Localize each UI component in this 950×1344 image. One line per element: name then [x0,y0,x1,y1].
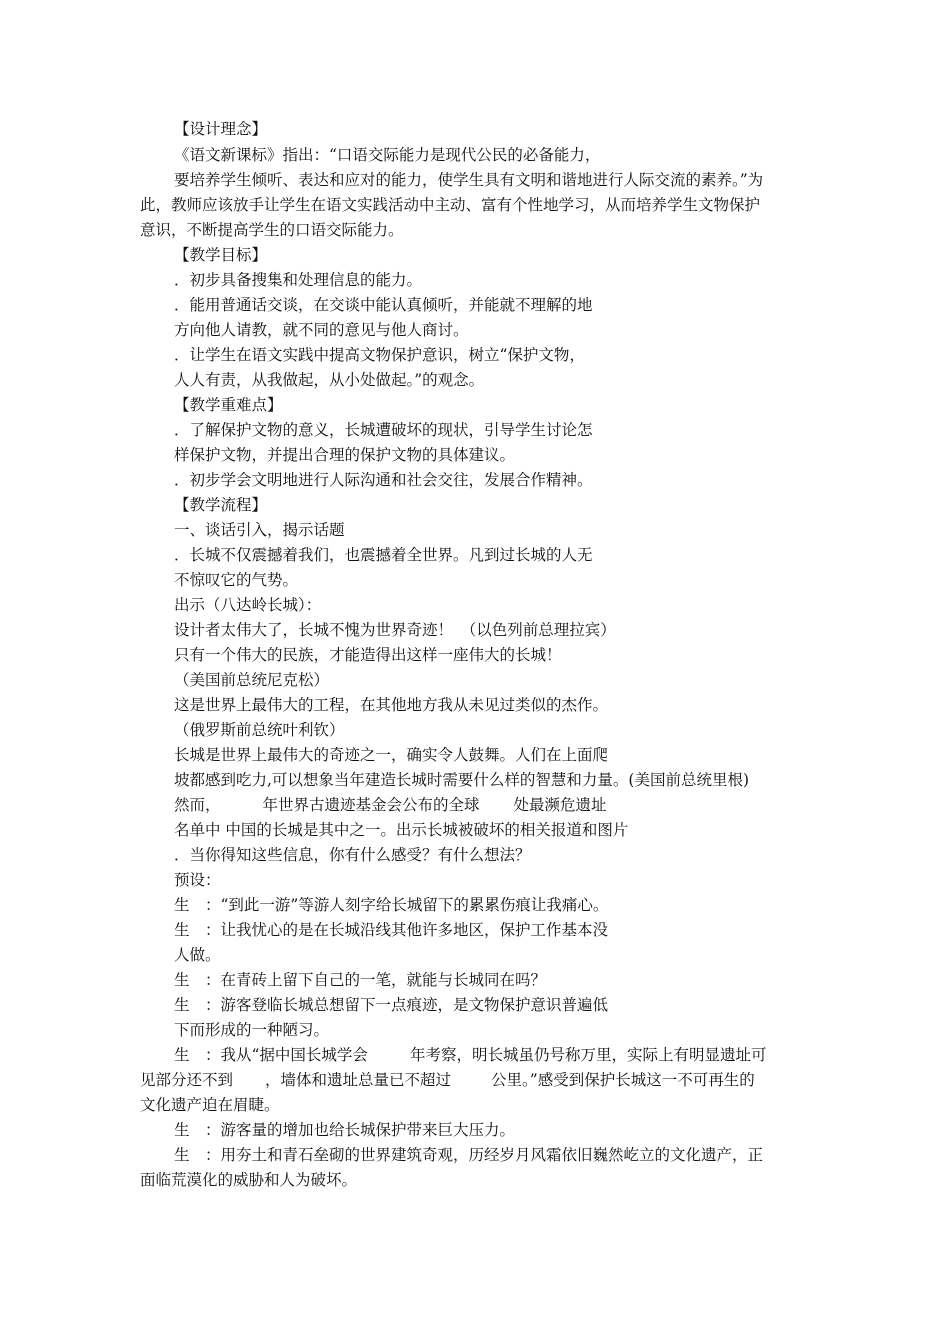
paragraph-line: 《语文新课标》指出：“口语交际能力是现代公民的必备能力， [174,146,601,164]
section-heading-design: 【设计理念】 [174,120,268,138]
answer-line: 生 ：“到此一游”等游人刻字给长城留下的累累伤痕让我痛心。 [174,896,609,914]
paragraph-line: ．当你得知这些信息，你有什么感受？有什么想法？ [174,846,531,864]
paragraph-line: 意识，不断提高学生的口语交际能力。 [140,221,404,239]
section-heading-goals: 【教学目标】 [174,246,268,264]
text-span: 然而， [174,796,221,814]
paragraph-line: 要培养学生倾听、表达和应对的能力，使学生具有文明和谐地进行人际交流的素养。”为 [174,171,764,189]
paragraph-line: 不惊叹它的气势。 [174,571,299,589]
list-item-continued: 样保护文物，并提出合理的保护文物的具体建议。 [174,446,516,464]
paragraph-line: 预设： [174,871,221,889]
quote-source: （俄罗斯前总统叶利钦） [174,721,345,739]
list-item: ．初步学会文明地进行人际沟通和社会交往，发展合作精神。 [174,471,593,489]
text-span: 生 ：我从“据中国长城学会 [174,1046,368,1064]
quote-source: （美国前总统尼克松） [174,671,330,689]
answer-line: 生 ：在青砖上留下自己的一笔，就能与长城同在吗？ [174,971,547,989]
text-span: 年考察，明长城虽仍号称万里，实际上有明显遗址可 [409,1046,767,1064]
answer-line: 生 ：让我忧心的是在长城沿线其他许多地区，保护工作基本没 [174,921,609,939]
text-span: 年世界古遗迹基金会公布的全球 [262,796,480,814]
quote-line: 只有一个伟大的民族，才能造得出这样一座伟大的长城！ [174,646,562,664]
paragraph-line: 出示（八达岭长城）： [174,596,322,614]
step-heading: 一、谈话引入，揭示话题 [174,521,345,539]
list-item: ．能用普通话交谈，在交谈中能认真倾听，并能就不理解的地 [174,296,593,314]
paragraph-line: 名单中 中国的长城是其中之一。出示长城被破坏的相关报道和图片 [174,821,629,839]
text-span: 公里。”感受到保护长城这一不可再生的 [491,1071,755,1089]
list-item-continued: 人人有责，从我做起，从小处做起。”的观念。 [174,371,485,389]
text-span: ，墙体和遗址总量已不超过 [265,1071,452,1089]
answer-line: 生 ：用夯土和青石垒砌的世界建筑奇观，历经岁月风霜依旧巍然屹立的文化遗产，正 [174,1146,764,1164]
section-heading-flow: 【教学流程】 [174,496,268,514]
section-heading-keys: 【教学重难点】 [174,396,283,414]
list-item: ．了解保护文物的意义，长城遭破坏的现状，引导学生讨论怎 [174,421,593,439]
quote-line: 这是世界上最伟大的工程，在其他地方我从未见过类似的杰作。 [174,696,609,714]
answer-line: 面临荒漠化的威胁和人为破坏。 [140,1171,358,1189]
answer-line: 生 ：游客登临长城总想留下一点痕迹，是文物保护意识普遍低 [174,996,609,1014]
answer-line: 下而形成的一种陋习。 [174,1021,330,1039]
list-item: ．初步具备搜集和处理信息的能力。 [174,271,423,289]
answer-line: 生 ：游客量的增加也给长城保护带来巨大压力。 [174,1121,516,1139]
quote-line: 设计者太伟大了，长城不愧为世界奇迹！ （以色列前总理拉宾） [174,621,616,639]
paragraph-line: ．长城不仅震撼着我们，也震撼着全世界。凡到过长城的人无 [174,546,593,564]
answer-line [174,1045,766,1065]
text-span: 处最濒危遗址 [513,796,607,814]
answer-line [140,1070,755,1090]
text-span: 见部分还不到 [140,1071,234,1089]
list-item-continued: 方向他人请教，就不同的意见与他人商讨。 [174,321,469,339]
paragraph-line: 此，教师应该放手让学生在语文实践活动中主动、富有个性地学习，从而培养学生文物保护 [140,196,761,214]
answer-line: 文化遗产迫在眉睫。 [140,1096,280,1114]
quote-line: 坡都感到吃力,可以想象当年建造长城时需要什么样的智慧和力量。(美国前总统里根) [174,771,750,789]
answer-line: 人做。 [174,946,221,964]
paragraph-line [174,795,607,815]
quote-line: 长城是世界上最伟大的奇迹之一，确实令人鼓舞。人们在上面爬 [174,746,609,764]
list-item: ．让学生在语文实践中提高文物保护意识，树立“保护文物， [174,346,585,364]
